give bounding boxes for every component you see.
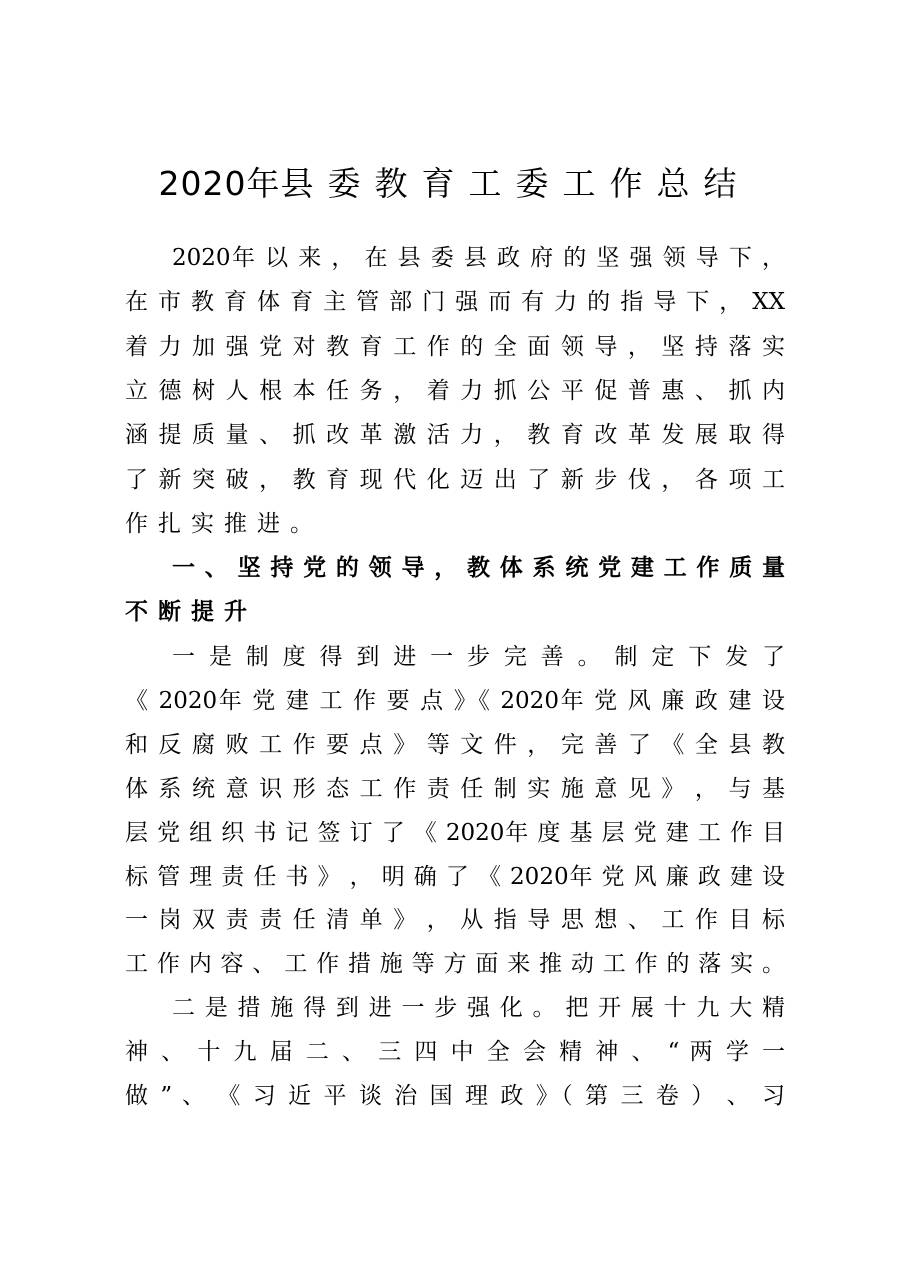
paragraph-line: 标 管 理 责 任 书 》 ， 明 确 了 《 2020年 党 风 廉 政 建 设: [125, 864, 785, 890]
paragraph-line: 工 作 内 容 、 工 作 措 施 等 方 面 来 推 动 工 作 的 落 实 。: [125, 951, 785, 977]
paragraph-line: 二 是 措 施 得 到 进 一 步 强 化 。 把 开 展 十 九 大 精: [172, 995, 785, 1021]
paragraph-line: 一 是 制 度 得 到 进 一 步 完 善 。 制 定 下 发 了: [172, 644, 785, 670]
title-text: 县委教育工委工作总结: [280, 164, 751, 203]
paragraph-line: 涵 提 质 量 、 抓 改 革 激 活 力 ， 教 育 改 革 发 展 取 得: [125, 422, 785, 448]
paragraph-line: 体 系 统 意 识 形 态 工 作 责 任 制 实 施 意 见 》 ， 与 基: [125, 776, 785, 802]
paragraph-line: 立 德 树 人 根 本 任 务 ， 着 力 抓 公 平 促 普 惠 、 抓 内: [125, 378, 785, 404]
paragraph-line: 《 2020年 党 建 工 作 要 点 》《 2020年 党 风 廉 政 建 设: [125, 688, 785, 714]
paragraph-line: 神 、 十 九 届 二 、 三 四 中 全 会 精 神 、 “ 两 学 一: [125, 1039, 785, 1065]
paragraph-line: 层 党 组 织 书 记 签 订 了 《 2020年 度 基 层 党 建 工 作 目: [125, 820, 785, 846]
paragraph-line: 作扎实推进。: [125, 511, 323, 537]
section-heading: 一 、 坚 持 党 的 领 导 ， 教 体 系 统 党 建 工 作 质 量: [172, 555, 785, 581]
document-title: [0, 160, 909, 208]
paragraph-line: 做 ” 、 《 习 近 平 谈 治 国 理 政 》（ 第 三 卷 ） 、 习: [125, 1083, 785, 1109]
paragraph-line: 在 市 教 育 体 育 主 管 部 门 强 而 有 力 的 指 导 下 ， XX: [125, 289, 785, 315]
paragraph-line: 一 岗 双 责 责 任 清 单 》 ， 从 指 导 思 想 、 工 作 目 标: [125, 907, 785, 933]
paragraph-line: 2020年 以 来 ， 在 县 委 县 政 府 的 坚 强 领 导 下 ，: [172, 245, 785, 271]
section-heading: 不断提升: [125, 599, 257, 625]
paragraph-line: 着 力 加 强 党 对 教 育 工 作 的 全 面 领 导 ， 坚 持 落 实: [125, 334, 785, 360]
title-year: 2020年: [158, 164, 281, 203]
paragraph-line: 了 新 突 破 ， 教 育 现 代 化 迈 出 了 新 步 伐 ， 各 项 工: [125, 467, 785, 493]
paragraph-line: 和 反 腐 败 工 作 要 点 》 等 文 件 ， 完 善 了 《 全 县 教: [125, 732, 785, 758]
